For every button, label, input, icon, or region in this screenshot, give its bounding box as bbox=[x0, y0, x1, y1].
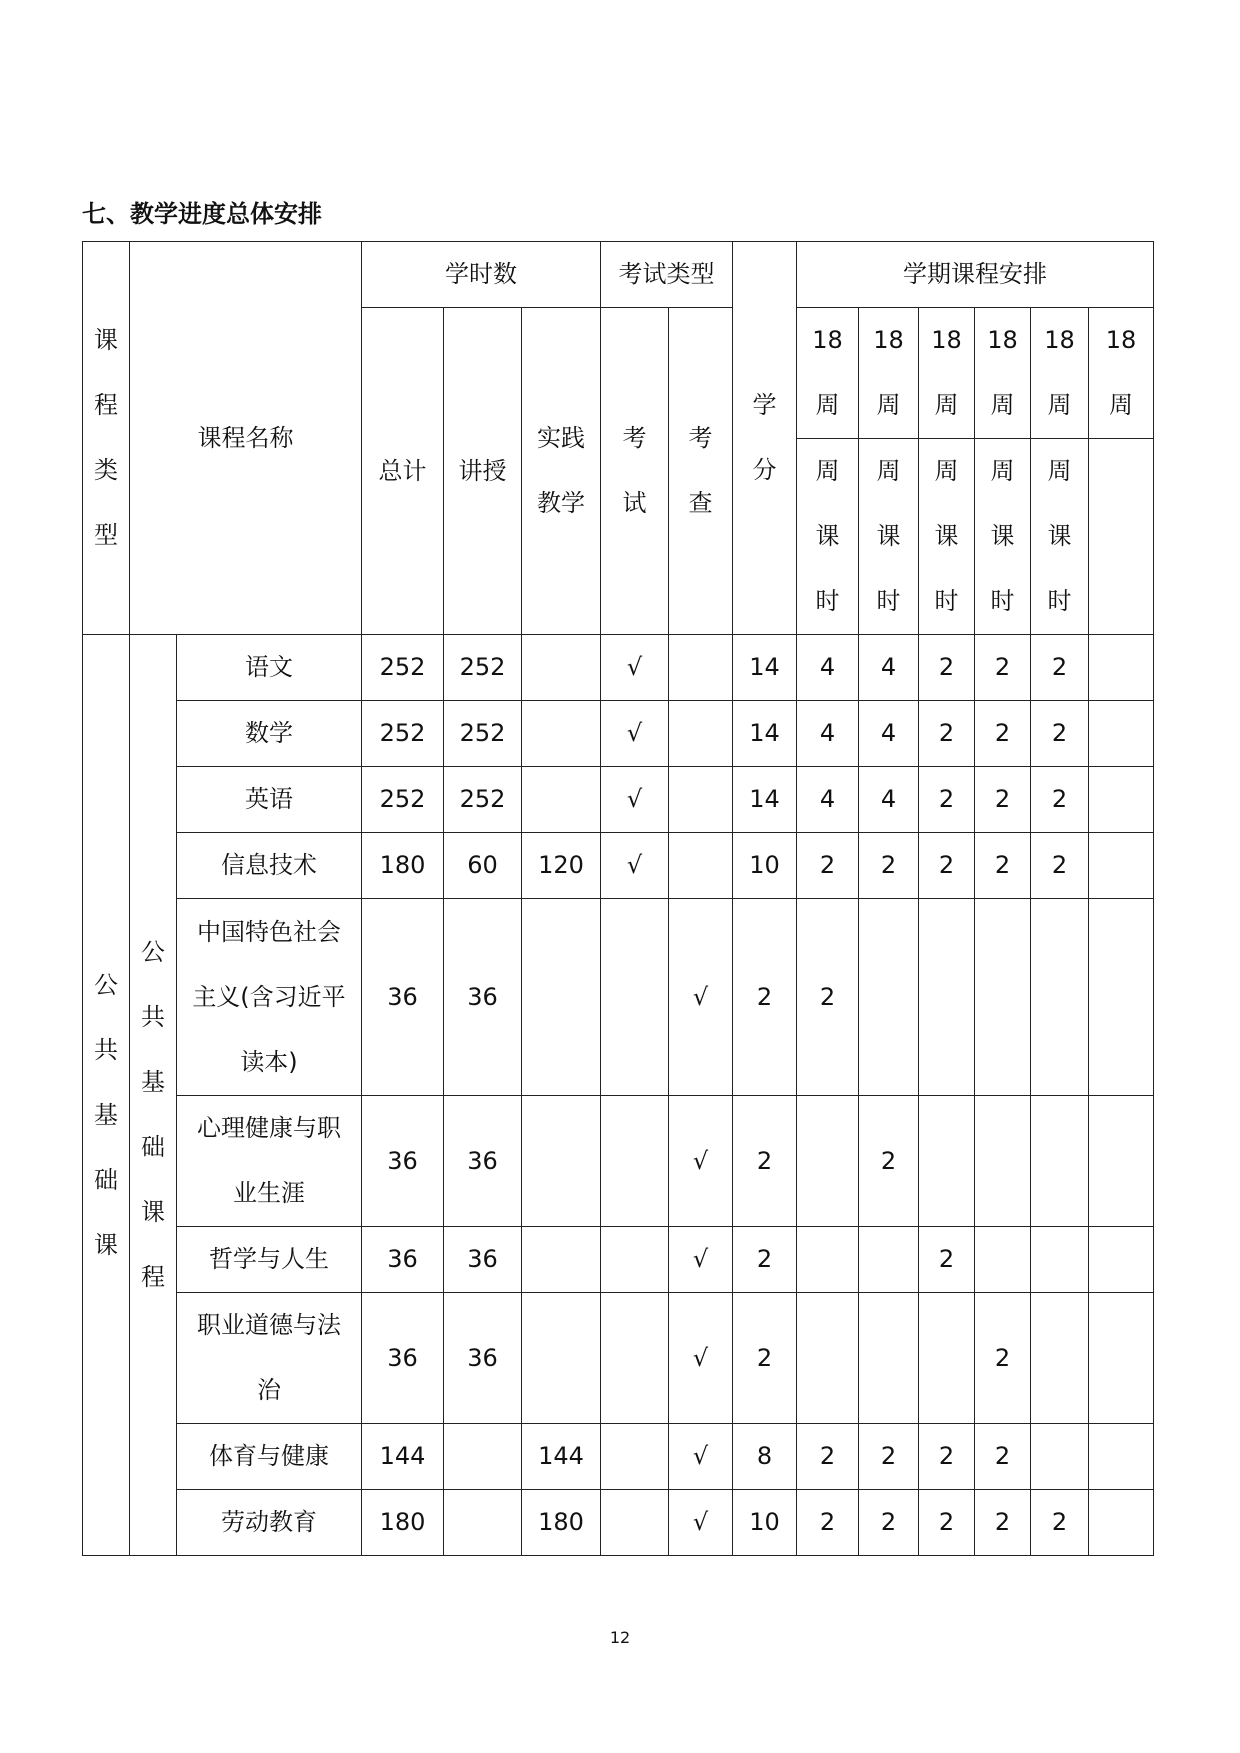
weekly-hours-1-header: 周 课 时 bbox=[797, 439, 859, 635]
credit-cell: 2 bbox=[733, 1293, 797, 1424]
semester-1-cell bbox=[797, 1096, 859, 1227]
semester-2-cell: 4 bbox=[859, 635, 919, 701]
semester-3-cell bbox=[919, 1293, 975, 1424]
lecture-cell: 36 bbox=[444, 1227, 522, 1293]
table-row bbox=[83, 1227, 1154, 1293]
lecture-hours-header: 讲授 bbox=[444, 308, 522, 635]
teaching-schedule-table bbox=[82, 241, 1154, 1556]
semester-1-cell: 4 bbox=[797, 767, 859, 833]
practice-cell: 120 bbox=[522, 833, 601, 899]
course-name-cell: 体育与健康 bbox=[177, 1424, 362, 1490]
semester-4-cell: 2 bbox=[975, 635, 1031, 701]
semester-2-cell: 4 bbox=[859, 701, 919, 767]
lecture-cell bbox=[444, 1424, 522, 1490]
semester-3-cell: 2 bbox=[919, 701, 975, 767]
practice-cell bbox=[522, 1227, 601, 1293]
course-name-cell: 英语 bbox=[177, 767, 362, 833]
semester-5-cell bbox=[1031, 1227, 1089, 1293]
course-type-header: 课 程 类 型 bbox=[83, 242, 130, 635]
credit-cell: 10 bbox=[733, 833, 797, 899]
weeks-2-header: 18 周 bbox=[859, 308, 919, 439]
course-name-cell: 中国特色社会 主义(含习近平 读本) bbox=[177, 899, 362, 1096]
total-cell: 252 bbox=[362, 635, 444, 701]
weeks-3-header: 18 周 bbox=[919, 308, 975, 439]
practice-cell bbox=[522, 635, 601, 701]
semester-2-cell: 2 bbox=[859, 1424, 919, 1490]
course-name-cell: 哲学与人生 bbox=[177, 1227, 362, 1293]
table-row bbox=[83, 899, 1154, 1096]
semester-5-cell: 2 bbox=[1031, 833, 1089, 899]
semester-2-cell bbox=[859, 1227, 919, 1293]
semester-5-cell: 2 bbox=[1031, 1490, 1089, 1556]
weeks-5-header: 18 周 bbox=[1031, 308, 1089, 439]
check-cell: √ bbox=[669, 1227, 733, 1293]
lecture-cell: 252 bbox=[444, 635, 522, 701]
check-cell: √ bbox=[669, 1490, 733, 1556]
semester-3-cell bbox=[919, 1096, 975, 1227]
semester-5-cell bbox=[1031, 1293, 1089, 1424]
exam-cell bbox=[601, 1227, 669, 1293]
semester-6-cell bbox=[1089, 767, 1154, 833]
total-cell: 36 bbox=[362, 1227, 444, 1293]
check-cell: √ bbox=[669, 899, 733, 1096]
course-name-cell: 心理健康与职 业生涯 bbox=[177, 1096, 362, 1227]
practice-cell: 144 bbox=[522, 1424, 601, 1490]
semester-6-cell bbox=[1089, 1293, 1154, 1424]
weeks-4-header: 18 周 bbox=[975, 308, 1031, 439]
table-row bbox=[83, 1490, 1154, 1556]
total-cell: 36 bbox=[362, 899, 444, 1096]
table-row bbox=[83, 1424, 1154, 1490]
semester-4-cell: 2 bbox=[975, 767, 1031, 833]
exam-cell: √ bbox=[601, 701, 669, 767]
exam-cell: √ bbox=[601, 833, 669, 899]
check-cell bbox=[669, 833, 733, 899]
semester-2-cell: 4 bbox=[859, 767, 919, 833]
lecture-cell: 60 bbox=[444, 833, 522, 899]
semester-2-cell bbox=[859, 899, 919, 1096]
semester-4-cell bbox=[975, 1096, 1031, 1227]
course-subtype-cell: 公 共 基 础 课 程 bbox=[130, 635, 177, 1556]
check-cell: √ bbox=[669, 1293, 733, 1424]
semester-4-cell: 2 bbox=[975, 1490, 1031, 1556]
hours-header: 学时数 bbox=[362, 242, 601, 308]
credit-cell: 14 bbox=[733, 767, 797, 833]
practice-hours-header: 实践 教学 bbox=[522, 308, 601, 635]
credit-cell: 14 bbox=[733, 635, 797, 701]
lecture-cell: 252 bbox=[444, 767, 522, 833]
check-cell bbox=[669, 701, 733, 767]
lecture-cell bbox=[444, 1490, 522, 1556]
credit-cell: 14 bbox=[733, 701, 797, 767]
lecture-cell: 252 bbox=[444, 701, 522, 767]
semester-5-cell bbox=[1031, 1424, 1089, 1490]
section-heading: 七、教学进度总体安排 bbox=[82, 200, 322, 228]
practice-cell bbox=[522, 1293, 601, 1424]
course-name-cell: 职业道德与法 治 bbox=[177, 1293, 362, 1424]
check-cell: √ bbox=[669, 1424, 733, 1490]
total-cell: 252 bbox=[362, 767, 444, 833]
table-row bbox=[83, 1096, 1154, 1227]
total-hours-header: 总计 bbox=[362, 308, 444, 635]
total-cell: 36 bbox=[362, 1293, 444, 1424]
weekly-hours-5-header: 周 课 时 bbox=[1031, 439, 1089, 635]
semester-2-cell: 2 bbox=[859, 1490, 919, 1556]
semester-6-cell bbox=[1089, 701, 1154, 767]
semester-2-cell bbox=[859, 1293, 919, 1424]
exam-cell bbox=[601, 1490, 669, 1556]
page-number: 12 bbox=[609, 1628, 631, 1647]
total-cell: 180 bbox=[362, 833, 444, 899]
course-name-cell: 数学 bbox=[177, 701, 362, 767]
exam-cell bbox=[601, 1293, 669, 1424]
table-row bbox=[83, 767, 1154, 833]
semester-3-cell: 2 bbox=[919, 767, 975, 833]
table-row bbox=[83, 635, 1154, 701]
total-cell: 144 bbox=[362, 1424, 444, 1490]
lecture-cell: 36 bbox=[444, 1293, 522, 1424]
course-name-cell: 信息技术 bbox=[177, 833, 362, 899]
course-name-cell: 语文 bbox=[177, 635, 362, 701]
semester-4-cell: 2 bbox=[975, 1424, 1031, 1490]
semester-6-cell bbox=[1089, 635, 1154, 701]
credit-cell: 10 bbox=[733, 1490, 797, 1556]
semester-6-cell bbox=[1089, 1490, 1154, 1556]
table-row bbox=[83, 833, 1154, 899]
semester-1-cell: 4 bbox=[797, 701, 859, 767]
semester-2-cell: 2 bbox=[859, 1096, 919, 1227]
semester-3-cell: 2 bbox=[919, 1227, 975, 1293]
semester-6-cell bbox=[1089, 1096, 1154, 1227]
total-cell: 252 bbox=[362, 701, 444, 767]
credit-cell: 2 bbox=[733, 1227, 797, 1293]
semester-3-cell: 2 bbox=[919, 635, 975, 701]
credit-cell: 8 bbox=[733, 1424, 797, 1490]
check-header: 考 查 bbox=[669, 308, 733, 635]
lecture-cell: 36 bbox=[444, 899, 522, 1096]
semester-6-cell bbox=[1089, 899, 1154, 1096]
semester-1-cell: 2 bbox=[797, 1490, 859, 1556]
semester-4-cell: 2 bbox=[975, 833, 1031, 899]
semester-4-cell bbox=[975, 899, 1031, 1096]
semester-6-cell bbox=[1089, 833, 1154, 899]
practice-cell bbox=[522, 701, 601, 767]
weeks-6-header: 18 周 bbox=[1089, 308, 1154, 439]
semester-4-cell: 2 bbox=[975, 701, 1031, 767]
semester-1-cell bbox=[797, 1293, 859, 1424]
exam-header: 考 试 bbox=[601, 308, 669, 635]
semester-3-cell bbox=[919, 899, 975, 1096]
practice-cell: 180 bbox=[522, 1490, 601, 1556]
table-row bbox=[83, 701, 1154, 767]
course-name-header: 课程名称 bbox=[130, 242, 362, 635]
semester-5-cell: 2 bbox=[1031, 701, 1089, 767]
semester-4-cell: 2 bbox=[975, 1293, 1031, 1424]
weekly-hours-3-header: 周 课 时 bbox=[919, 439, 975, 635]
exam-cell bbox=[601, 899, 669, 1096]
semester-1-cell: 2 bbox=[797, 1424, 859, 1490]
exam-type-header: 考试类型 bbox=[601, 242, 733, 308]
credit-cell: 2 bbox=[733, 1096, 797, 1227]
exam-cell bbox=[601, 1424, 669, 1490]
semester-5-cell bbox=[1031, 1096, 1089, 1227]
practice-cell bbox=[522, 767, 601, 833]
course-type-cell: 公 共 基 础 课 bbox=[83, 635, 130, 1556]
semester-4-cell bbox=[975, 1227, 1031, 1293]
semester-header: 学期课程安排 bbox=[797, 242, 1154, 308]
weekly-hours-2-header: 周 课 时 bbox=[859, 439, 919, 635]
lecture-cell: 36 bbox=[444, 1096, 522, 1227]
semester-5-cell: 2 bbox=[1031, 767, 1089, 833]
semester-3-cell: 2 bbox=[919, 1424, 975, 1490]
weekly-hours-4-header: 周 课 时 bbox=[975, 439, 1031, 635]
semester-2-cell: 2 bbox=[859, 833, 919, 899]
semester-1-cell: 2 bbox=[797, 833, 859, 899]
check-cell bbox=[669, 635, 733, 701]
total-cell: 180 bbox=[362, 1490, 444, 1556]
credit-header: 学 分 bbox=[733, 242, 797, 635]
check-cell bbox=[669, 767, 733, 833]
semester-1-cell: 2 bbox=[797, 899, 859, 1096]
semester-1-cell: 4 bbox=[797, 635, 859, 701]
practice-cell bbox=[522, 1096, 601, 1227]
semester-3-cell: 2 bbox=[919, 1490, 975, 1556]
check-cell: √ bbox=[669, 1096, 733, 1227]
practice-cell bbox=[522, 899, 601, 1096]
total-cell: 36 bbox=[362, 1096, 444, 1227]
exam-cell: √ bbox=[601, 635, 669, 701]
exam-cell: √ bbox=[601, 767, 669, 833]
weeks-1-header: 18 周 bbox=[797, 308, 859, 439]
weekly-hours-6-header bbox=[1089, 439, 1154, 635]
credit-cell: 2 bbox=[733, 899, 797, 1096]
semester-3-cell: 2 bbox=[919, 833, 975, 899]
table-row bbox=[83, 1293, 1154, 1424]
semester-5-cell bbox=[1031, 899, 1089, 1096]
semester-5-cell: 2 bbox=[1031, 635, 1089, 701]
semester-6-cell bbox=[1089, 1424, 1154, 1490]
course-name-cell: 劳动教育 bbox=[177, 1490, 362, 1556]
exam-cell bbox=[601, 1096, 669, 1227]
semester-6-cell bbox=[1089, 1227, 1154, 1293]
semester-1-cell bbox=[797, 1227, 859, 1293]
